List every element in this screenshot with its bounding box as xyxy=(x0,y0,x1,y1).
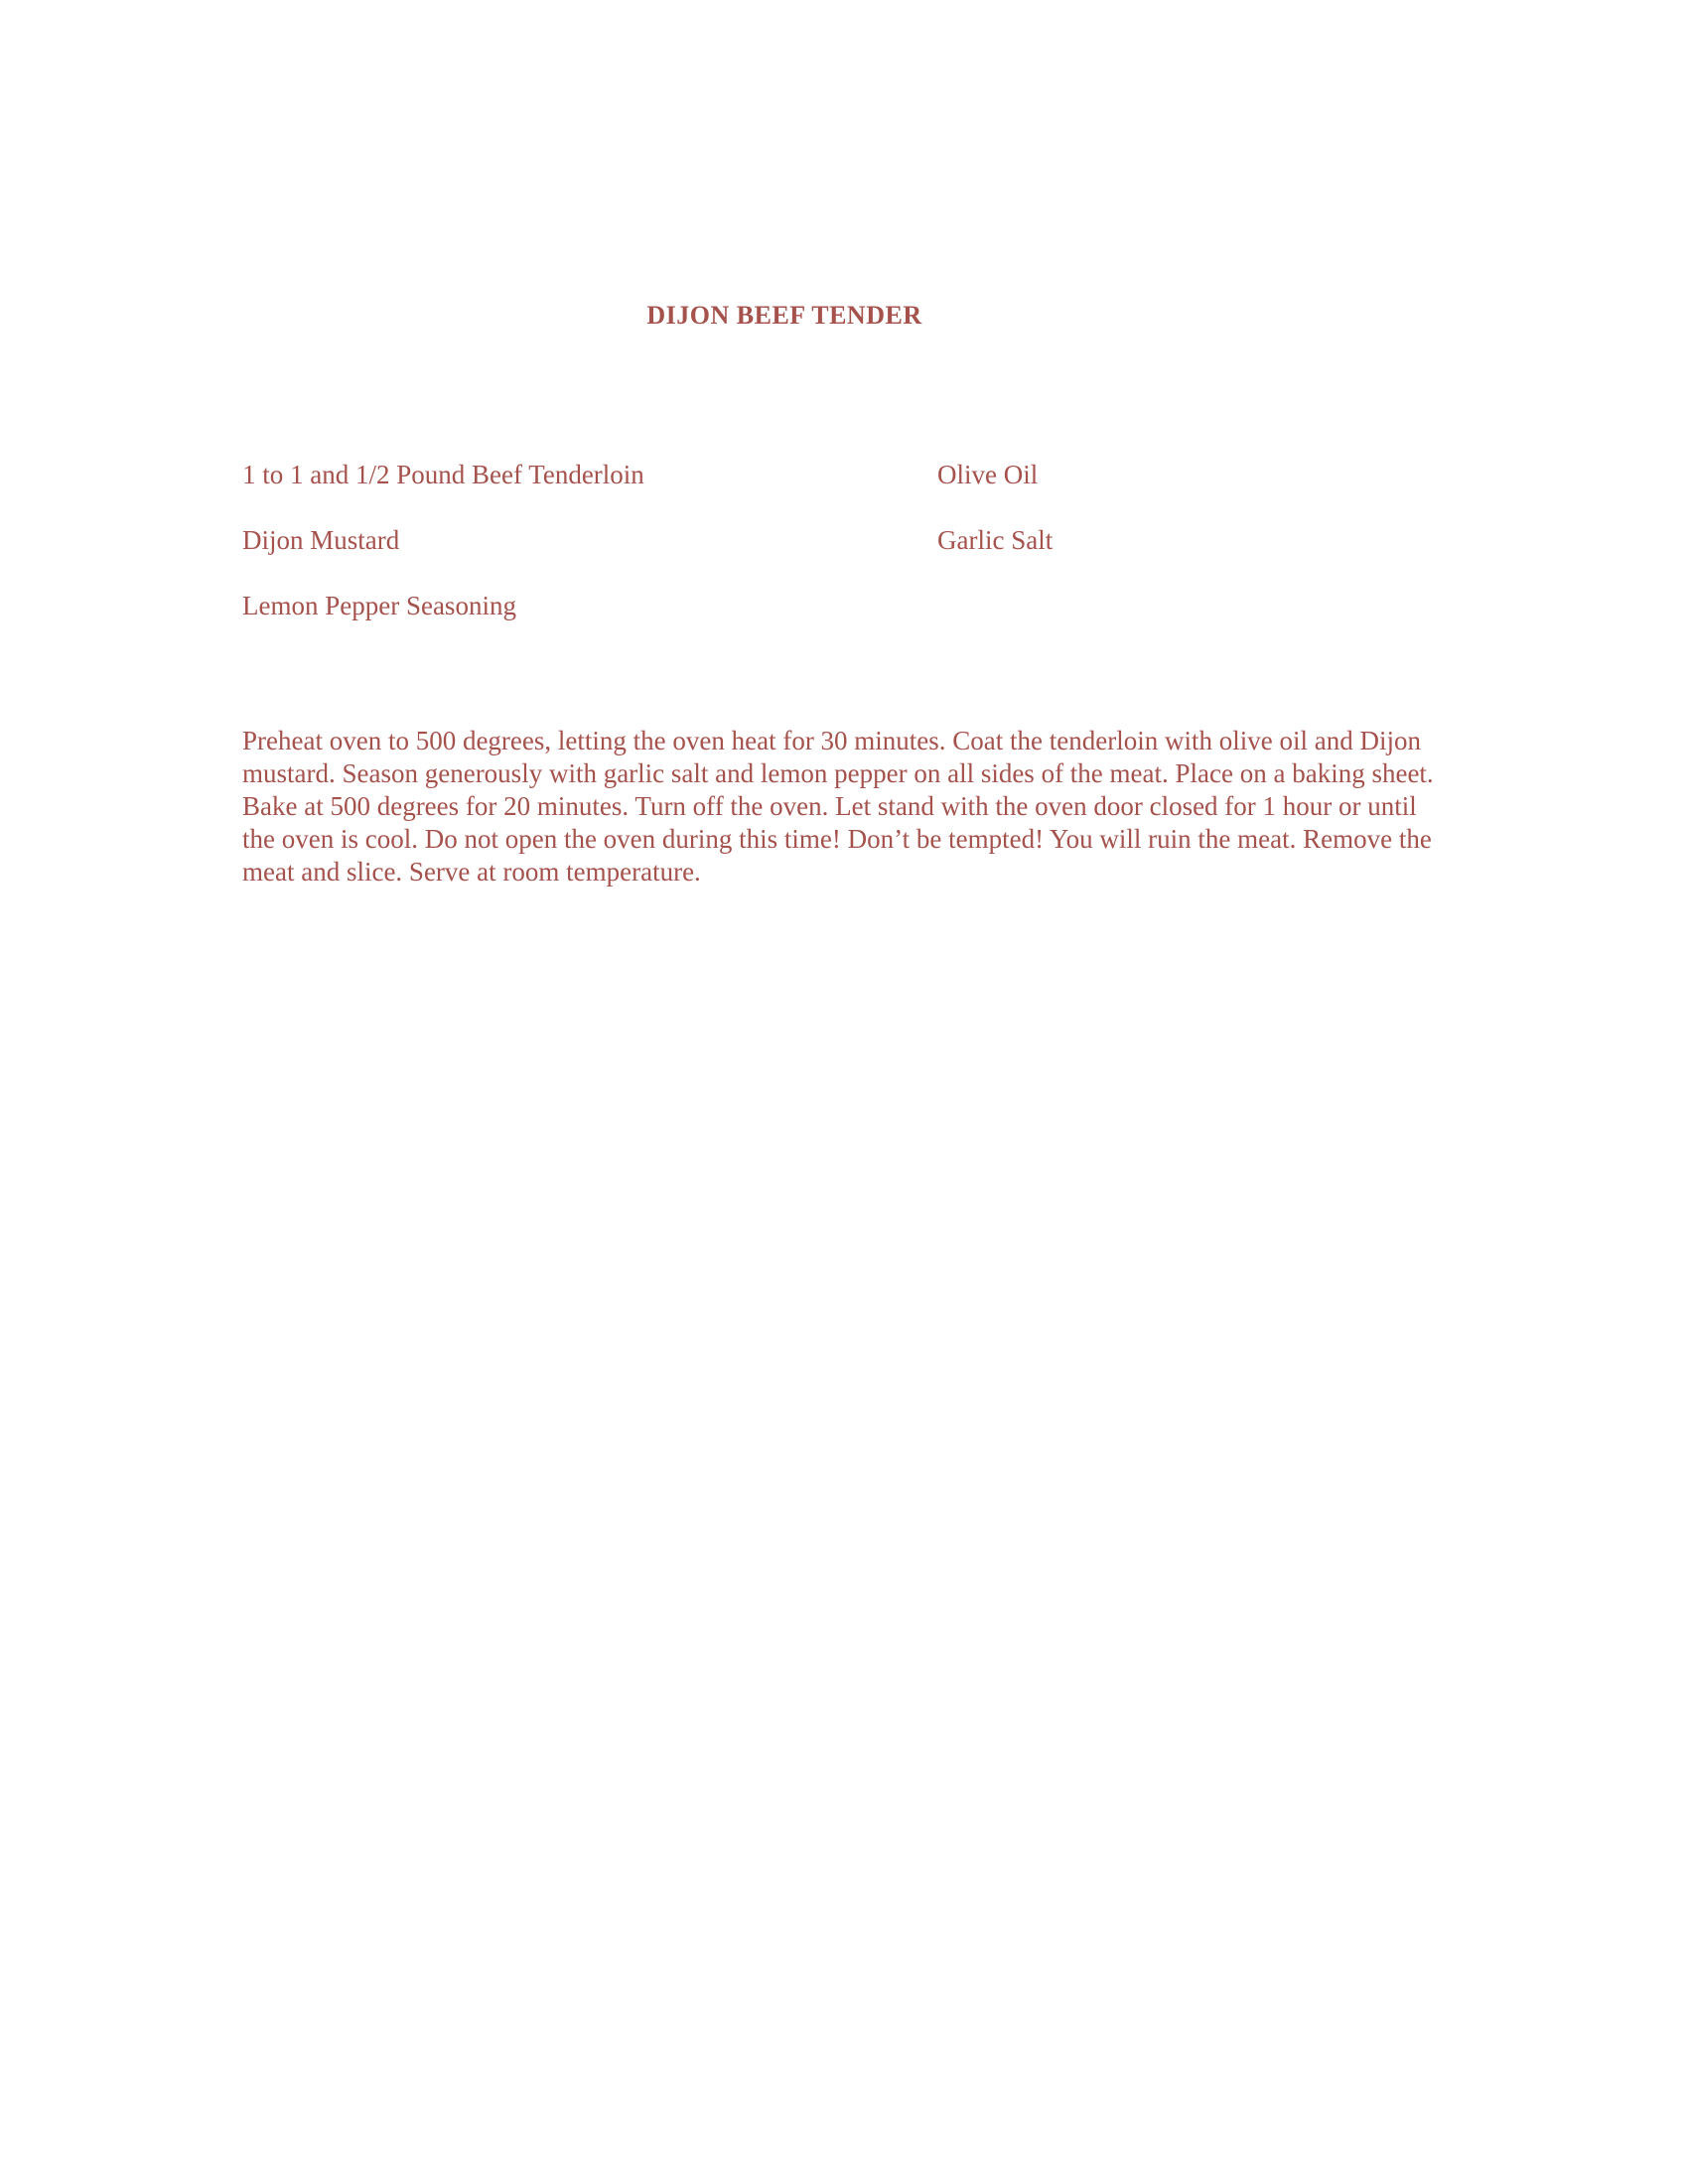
ingredient-lemon-pepper-seasoning: Lemon Pepper Seasoning xyxy=(242,591,516,620)
ingredient-garlic-salt: Garlic Salt xyxy=(937,525,1054,555)
ingredient-olive-oil: Olive Oil xyxy=(937,460,1039,489)
ingredient-dijon-mustard: Dijon Mustard xyxy=(242,525,400,555)
ingredient-list xyxy=(242,460,1434,638)
ingredient-beef-tenderloin: 1 to 1 and 1/2 Pound Beef Tenderloin xyxy=(242,460,644,489)
recipe-instructions: Preheat oven to 500 degrees, letting the oven heat for 30 minutes. Coat the tenderloin with olive oil and Dijon mustard. Season generously with garlic salt and lemon pepper on all sides of the meat. Place on a baking sheet. Bake at 500 degrees for 20 minutes. Turn off the oven. Let stand with the oven door closed for 1 hour or until the oven is cool. Do not open the oven during this time! Don’t be tempted! You will ruin the meat. Remove the meat and slice. Serve at room temperature. xyxy=(242,726,1434,887)
recipe-title: DIJON BEEF TENDER xyxy=(646,301,922,330)
